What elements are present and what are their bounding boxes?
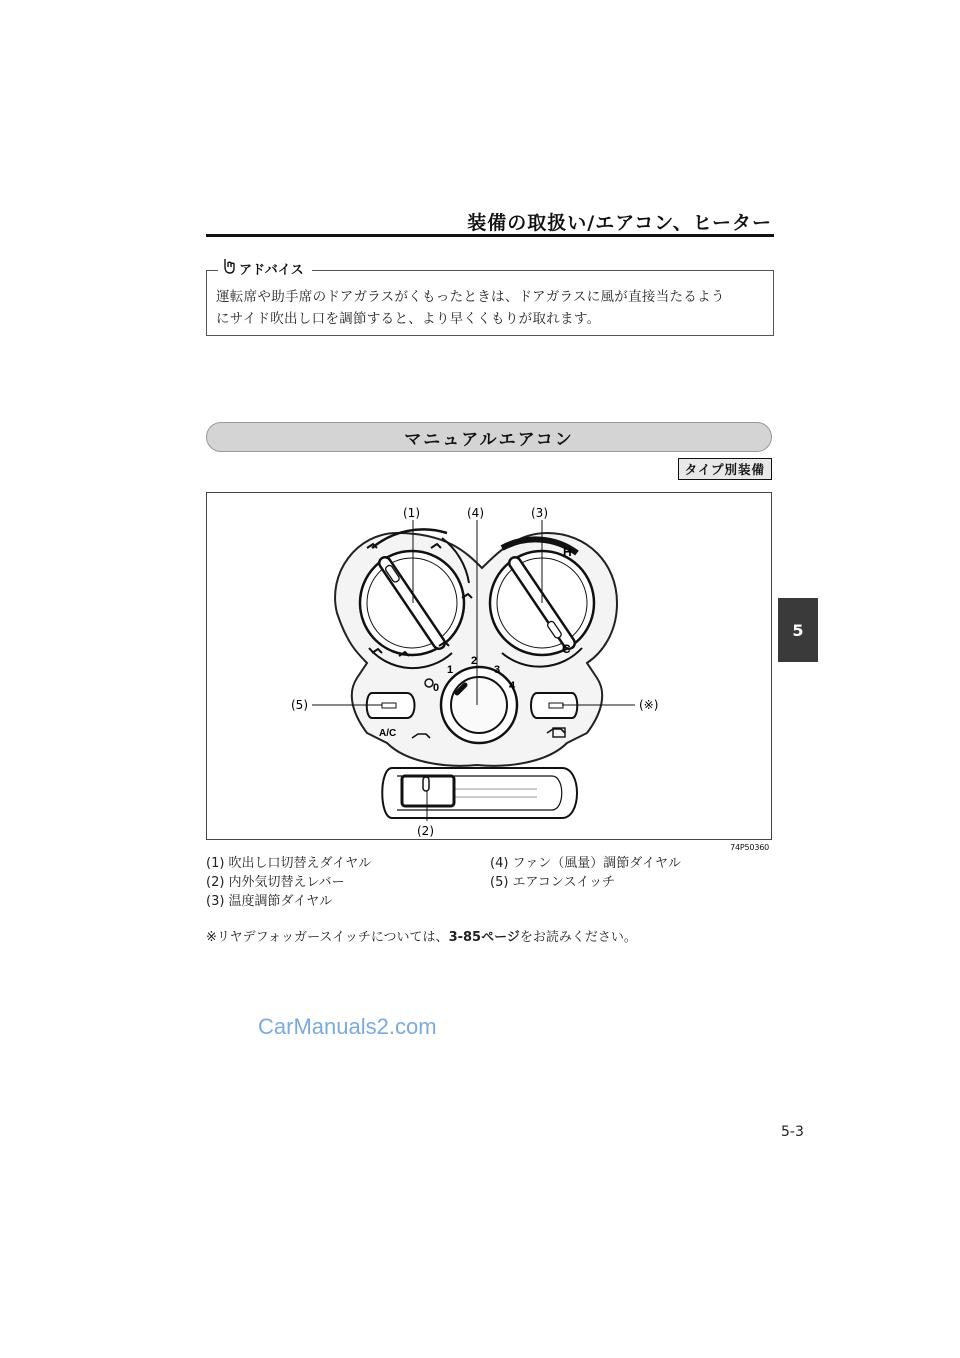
advice-label [218, 258, 312, 278]
chapter-tab: 5 [778, 598, 818, 662]
callout-3: (3) [531, 506, 548, 520]
ac-label: A/C [379, 728, 397, 739]
advice-text [216, 286, 768, 330]
legend-item: (4) ファン（風量）調節ダイヤル [490, 856, 681, 871]
legend-item: (3) 温度調節ダイヤル [206, 894, 333, 909]
fan-mark: 0 [433, 682, 440, 694]
section-title: マニュアルエアコン [404, 429, 574, 450]
callout-1: (1) [403, 506, 420, 520]
diagram-code: 74P50360 [730, 843, 769, 852]
air-conditioner-panel-illustration [207, 493, 773, 841]
advice-line: 運転席や助手席のドアガラスがくもったときは、ドアガラスに風が直接当たるよう [216, 289, 725, 305]
watermark: CarManuals2.com [258, 1014, 437, 1039]
callout-2: (2) [417, 824, 434, 838]
chapter-header-title: 装備の取扱い/エアコン、ヒーター [467, 212, 772, 234]
control-panel-diagram [206, 492, 772, 852]
fan-mark: 3 [494, 664, 501, 676]
page-number: 5-3 [781, 1124, 804, 1140]
callout-5: (5) [291, 698, 308, 712]
legend-left [206, 854, 371, 911]
fan-mark: 2 [471, 655, 478, 667]
legend-item: (2) 内外気切替えレバー [206, 875, 345, 890]
fan-mark: 4 [509, 680, 516, 692]
legend-item: (5) エアコンスイッチ [490, 875, 615, 890]
note-prefix: ※リヤデフォッガースイッチについては、 [206, 930, 449, 945]
temp-hot-mark: H [563, 545, 572, 559]
advice-label-text: アドバイス [239, 262, 304, 278]
legend-right [490, 854, 681, 892]
advice-line: にサイド吹出し口を調節すると、より早くくもりが取れます。 [216, 311, 601, 327]
temp-cold-mark: C [562, 642, 571, 656]
legend-item: (1) 吹出し口切替えダイヤル [206, 856, 372, 871]
rear-defogger-note [206, 926, 637, 945]
pointing-hand-icon [222, 258, 236, 278]
note-suffix: をお読みください。 [519, 930, 637, 945]
callout-rear-defogger: (※) [639, 698, 659, 712]
type-badge: タイプ別装備 [678, 458, 772, 480]
page-reference-link[interactable]: 3-85ページ [448, 930, 520, 945]
intake-lever [382, 768, 577, 818]
fan-mark: 1 [447, 664, 454, 676]
fan-speed-dial [441, 667, 517, 743]
section-title-bar [206, 422, 772, 452]
header-rule [206, 234, 774, 237]
callout-4: (4) [467, 506, 484, 520]
